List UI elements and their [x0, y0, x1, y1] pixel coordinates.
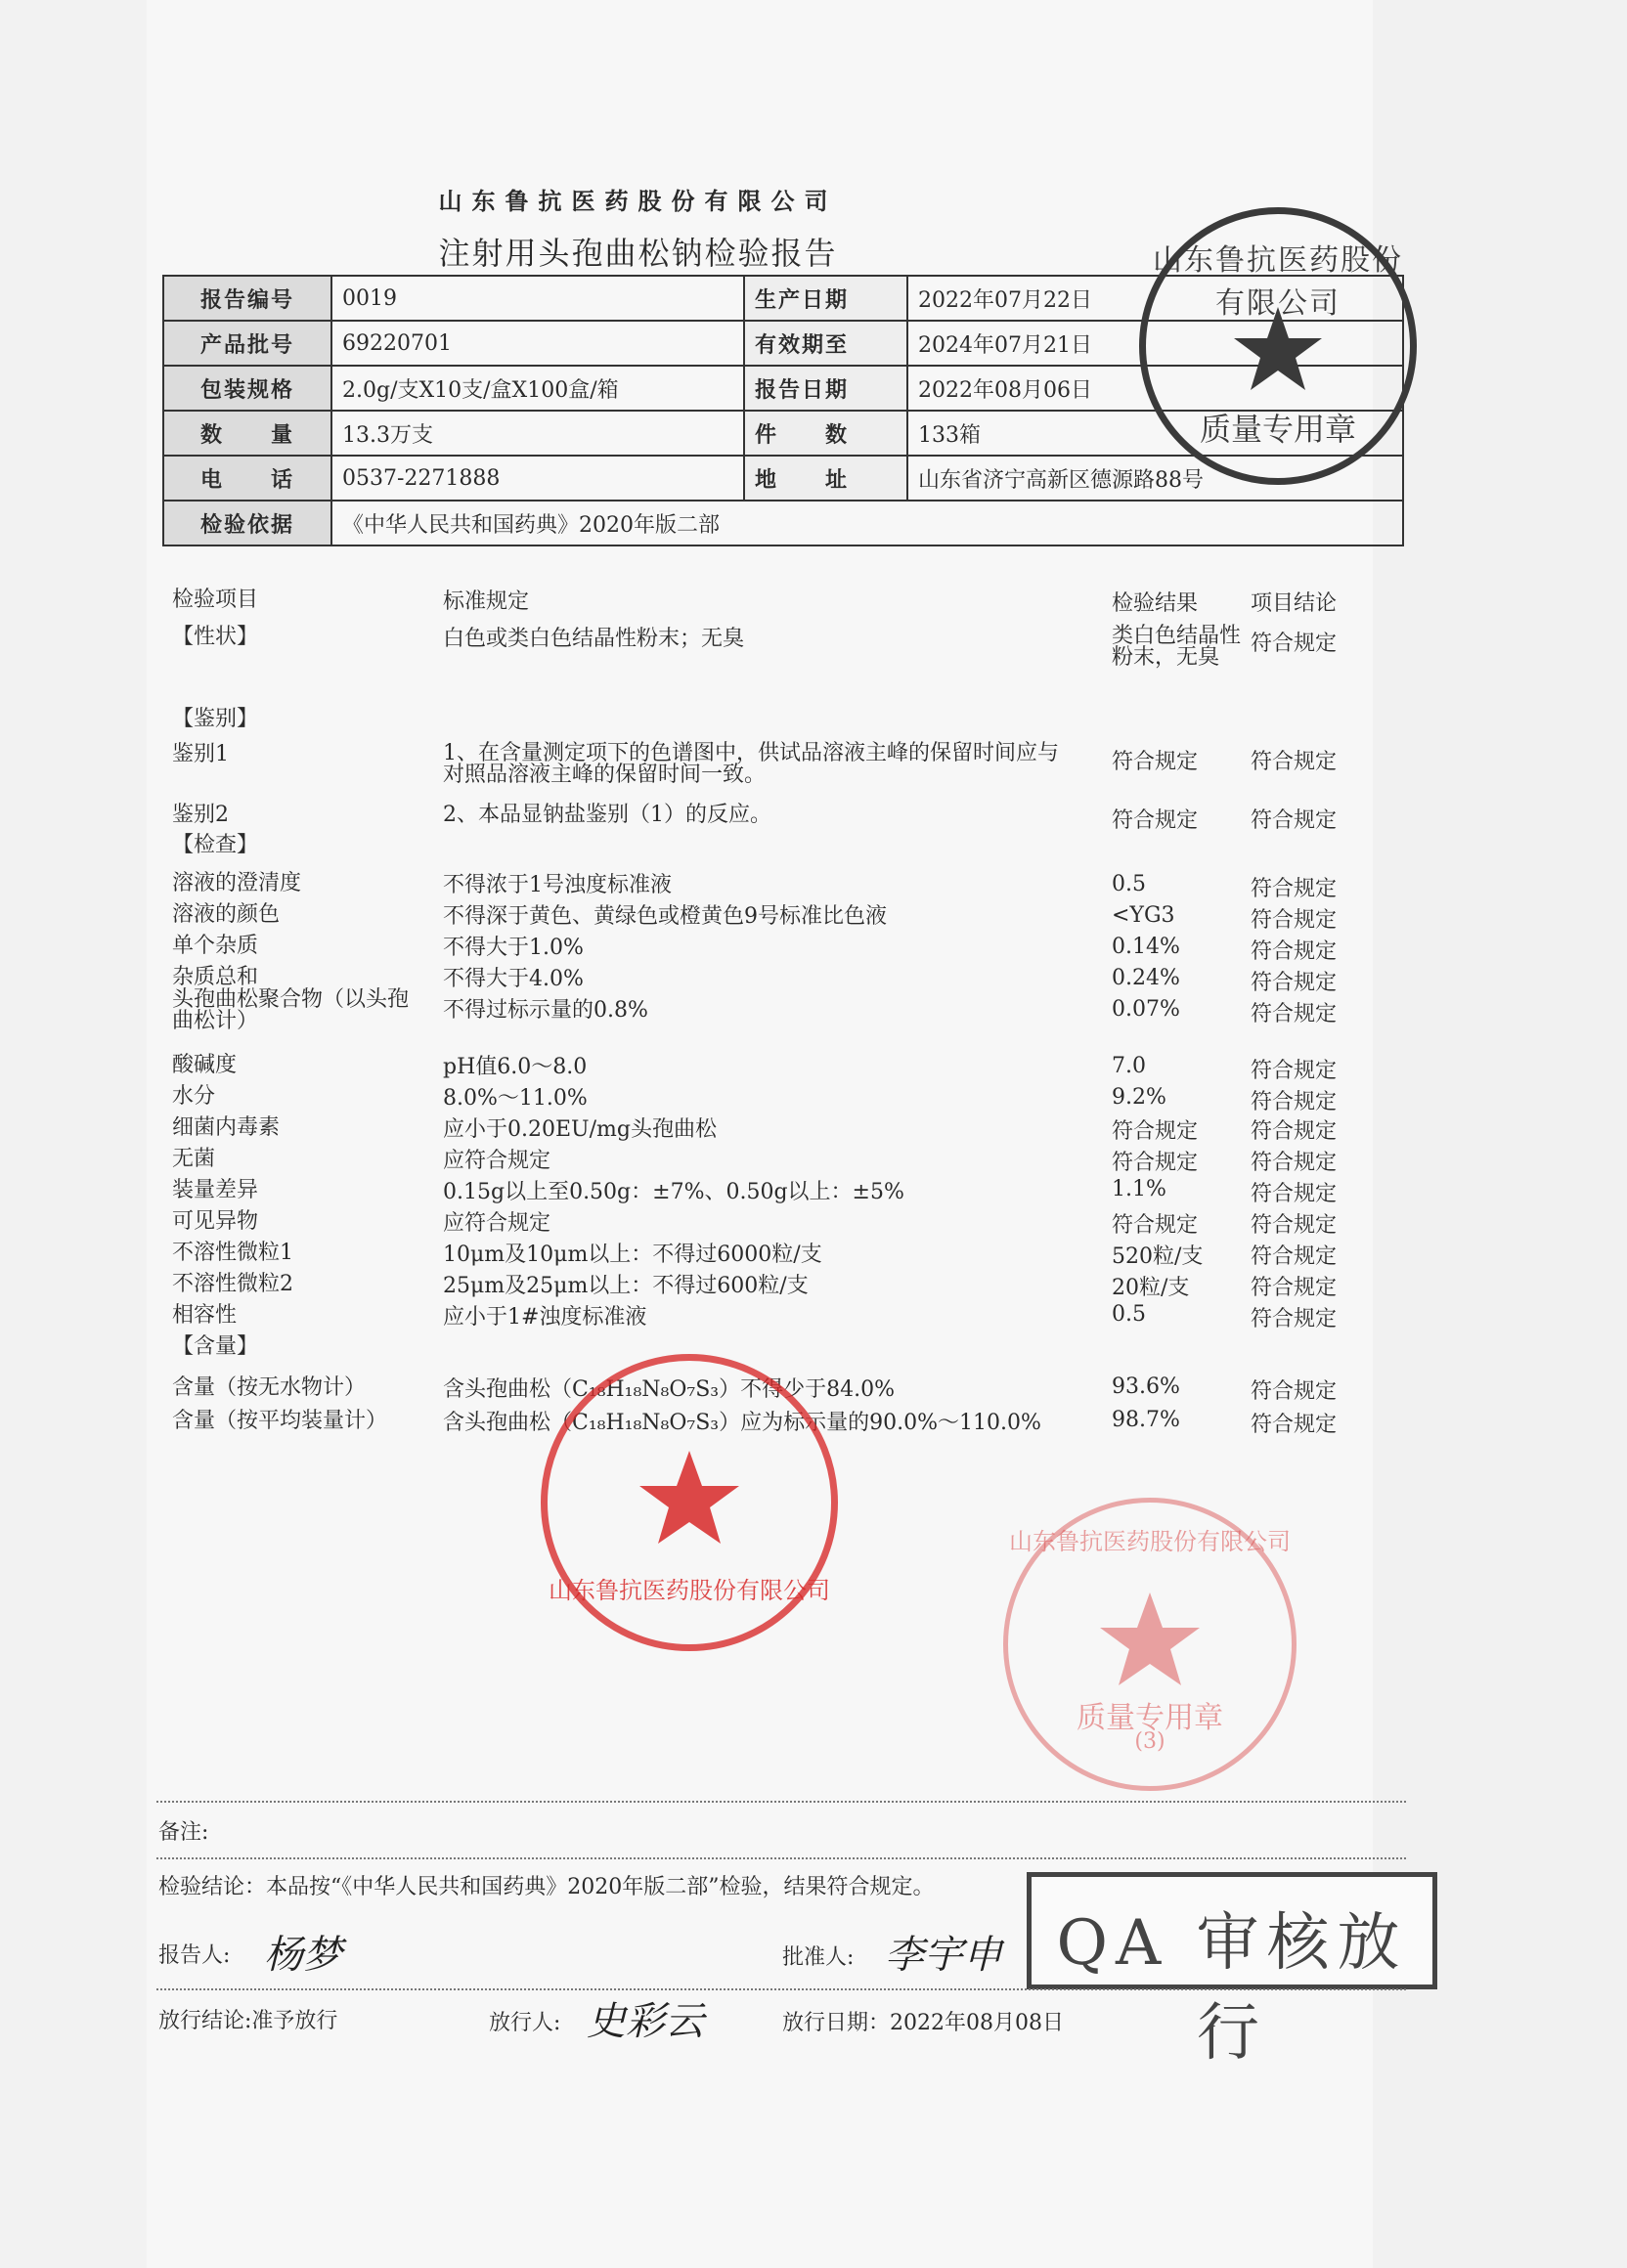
report-no-label: 报告编号	[163, 276, 331, 321]
particles2-conclusion: 符合规定	[1251, 1276, 1338, 1300]
id1-result: 符合规定	[1112, 750, 1199, 774]
remarks-label: 备注:	[158, 1820, 209, 1845]
clarity-standard: 不得浓于1号浊度标准液	[443, 873, 672, 897]
approver-label: 批准人:	[782, 1945, 855, 1970]
endotoxin-conclusion: 符合规定	[1251, 1119, 1338, 1144]
seal-ring-text: 山东鲁抗医药股份有限公司	[1153, 243, 1403, 321]
report-date-value: 2022年08月06日	[907, 366, 1403, 411]
pieces-label: 件 数	[744, 411, 907, 456]
visible-particles-item: 可见异物	[172, 1209, 259, 1234]
endotoxin-standard: 应小于0.20EU/mg头孢曲松	[443, 1117, 717, 1142]
inspection-conclusion: 检验结论：本品按“《中华人民共和国药典》2020年版二部”检验，结果符合规定。	[158, 1875, 935, 1899]
clarity-conclusion: 符合规定	[1251, 877, 1338, 901]
assay-avgfill-item: 含量（按平均装量计）	[172, 1409, 388, 1433]
quality-seal-red	[1003, 1498, 1297, 1791]
id2-conclusion: 符合规定	[1251, 808, 1338, 833]
info-row	[163, 501, 1403, 545]
expiry-label: 有效期至	[744, 321, 907, 366]
batch-label: 产品批号	[163, 321, 331, 366]
address-value: 山东省济宁高新区德源路88号	[907, 456, 1403, 501]
polymer-conclusion: 符合规定	[1251, 1002, 1338, 1026]
id2-item: 鉴别2	[172, 803, 229, 827]
batch-value: 69220701	[331, 321, 744, 366]
fill-variation-standard: 0.15g以上至0.50g：±7%、0.50g以上：±5%	[443, 1180, 904, 1204]
fill-variation-result: 1.1%	[1112, 1177, 1166, 1201]
col-header-conclusion: 项目结论	[1251, 591, 1338, 616]
particles2-item: 不溶性微粒2	[172, 1272, 293, 1296]
particles1-standard: 10μm及10μm以上：不得过6000粒/支	[443, 1243, 822, 1267]
visible-particles-result: 符合规定	[1112, 1213, 1199, 1238]
mfg-date-label: 生产日期	[744, 276, 907, 321]
color-result: <YG3	[1112, 903, 1175, 928]
basis-value: 《中华人民共和国药典》2020年版二部	[331, 501, 1403, 545]
total-impurity-conclusion: 符合规定	[1251, 971, 1338, 995]
id1-standard: 1、在含量测定项下的色谱图中，供试品溶液主峰的保留时间应与对照品溶液主峰的保留时间一致。	[443, 741, 1059, 787]
ph-result: 7.0	[1112, 1054, 1146, 1078]
fill-variation-conclusion: 符合规定	[1251, 1182, 1338, 1206]
col-header-standard: 标准规定	[443, 589, 530, 614]
seal-center-text: 质量专用章	[1077, 1701, 1223, 1735]
sterility-result: 符合规定	[1112, 1151, 1199, 1175]
particles2-standard: 25μm及25μm以上：不得过600粒/支	[443, 1274, 809, 1298]
col-header-item: 检验项目	[172, 588, 259, 612]
seal-center-text: 质量专用章	[1199, 411, 1356, 448]
sterility-conclusion: 符合规定	[1251, 1151, 1338, 1175]
endotoxin-result: 符合规定	[1112, 1119, 1199, 1144]
endotoxin-item: 细菌内毒素	[172, 1115, 281, 1140]
report-title: 注射用头孢曲松钠检验报告	[438, 235, 838, 272]
assay-anhydrous-result: 93.6%	[1112, 1374, 1180, 1399]
section-appearance: 【性状】	[172, 625, 259, 649]
polymer-item: 头孢曲松聚合物（以头孢曲松计）	[172, 987, 410, 1033]
appearance-conclusion: 符合规定	[1251, 632, 1338, 656]
expiry-value: 2024年07月21日	[907, 321, 1403, 366]
water-result: 9.2%	[1112, 1085, 1166, 1110]
company-seal-red	[541, 1354, 838, 1651]
company-name: 山东鲁抗医药股份有限公司	[438, 187, 838, 215]
pack-value: 2.0g/支X10支/盒X100盒/箱	[331, 366, 744, 411]
releaser-label: 放行人:	[489, 2011, 561, 2035]
scan-margin-left	[0, 0, 147, 2268]
particles1-conclusion: 符合规定	[1251, 1244, 1338, 1269]
sterility-standard: 应符合规定	[443, 1149, 551, 1173]
water-item: 水分	[172, 1084, 216, 1109]
phone-value: 0537-2271888	[331, 456, 744, 501]
total-impurity-item: 杂质总和	[172, 965, 259, 989]
visible-particles-conclusion: 符合规定	[1251, 1213, 1338, 1238]
polymer-standard: 不得过标示量的0.8%	[443, 998, 648, 1023]
col-header-result: 检验结果	[1112, 591, 1199, 616]
ph-item: 酸碱度	[172, 1053, 238, 1077]
color-item: 溶液的颜色	[172, 902, 281, 927]
particles2-result: 20粒/支	[1112, 1276, 1190, 1300]
section-assay: 【含量】	[172, 1334, 259, 1359]
id1-conclusion: 符合规定	[1251, 750, 1338, 774]
address-label: 地 址	[744, 456, 907, 501]
clarity-item: 溶液的澄清度	[172, 871, 302, 895]
visible-particles-standard: 应符合规定	[443, 1211, 551, 1236]
single-impurity-standard: 不得大于1.0%	[443, 936, 584, 960]
report-date-label: 报告日期	[744, 366, 907, 411]
assay-avgfill-conclusion: 符合规定	[1251, 1413, 1338, 1437]
seal-ring-text: 山东鲁抗医药股份有限公司	[549, 1577, 830, 1604]
appearance-result: 类白色结晶性粉末，无臭	[1112, 624, 1242, 670]
total-impurity-standard: 不得大于4.0%	[443, 967, 584, 991]
appearance-standard: 白色或类白色结晶性粉末；无臭	[443, 627, 745, 651]
qty-value: 13.3万支	[331, 411, 744, 456]
section-tests: 【检查】	[172, 833, 259, 857]
quality-seal-black	[1139, 207, 1417, 485]
seal-number-text: (3)	[1134, 1729, 1165, 1754]
divider	[156, 1988, 1406, 1990]
id2-result: 符合规定	[1112, 808, 1199, 833]
color-standard: 不得深于黄色、黄绿色或橙黄色9号标准比色液	[443, 904, 887, 929]
compatibility-item: 相容性	[172, 1303, 238, 1328]
compatibility-conclusion: 符合规定	[1251, 1307, 1338, 1331]
id1-item: 鉴别1	[172, 742, 229, 766]
id2-standard: 2、本品显钠盐鉴别（1）的反应。	[443, 803, 771, 827]
reporter-label: 报告人:	[158, 1943, 231, 1968]
basis-label: 检验依据	[163, 501, 331, 545]
single-impurity-item: 单个杂质	[172, 934, 259, 958]
pack-label: 包装规格	[163, 366, 331, 411]
section-identification: 【鉴别】	[172, 707, 259, 731]
assay-avgfill-result: 98.7%	[1112, 1408, 1180, 1432]
compatibility-result: 0.5	[1112, 1302, 1146, 1327]
single-impurity-conclusion: 符合规定	[1251, 939, 1338, 964]
qa-release-stamp	[1027, 1872, 1437, 2070]
seal-ring-text: 山东鲁抗医药股份有限公司	[1009, 1528, 1291, 1555]
fill-variation-item: 装量差异	[172, 1178, 259, 1202]
ph-conclusion: 符合规定	[1251, 1059, 1338, 1083]
total-impurity-result: 0.24%	[1112, 966, 1180, 990]
releaser-signature: 史彩云	[587, 1999, 704, 2044]
approver-signature: 李宇申	[885, 1933, 1002, 1978]
clarity-result: 0.5	[1112, 872, 1146, 896]
divider	[156, 1801, 1406, 1803]
particles1-result: 520粒/支	[1112, 1244, 1204, 1269]
sterility-item: 无菌	[172, 1147, 216, 1171]
water-standard: 8.0%～11.0%	[443, 1086, 588, 1111]
release-date: 放行日期：2022年08月08日	[782, 2011, 1064, 2035]
single-impurity-result: 0.14%	[1112, 935, 1180, 959]
color-conclusion: 符合规定	[1251, 908, 1338, 933]
qa-release-text: QA 审核放行	[1056, 1907, 1408, 2070]
reporter-signature: 杨梦	[264, 1933, 342, 1978]
particles1-item: 不溶性微粒1	[172, 1241, 293, 1265]
qty-label: 数 量	[163, 411, 331, 456]
ph-standard: pH值6.0～8.0	[443, 1055, 588, 1079]
assay-anhydrous-item: 含量（按无水物计）	[172, 1375, 367, 1400]
polymer-result: 0.07%	[1112, 997, 1180, 1022]
assay-anhydrous-standard: 含头孢曲松（C₁₈H₁₈N₈O₇S₃）不得少于84.0%	[443, 1377, 896, 1402]
mfg-date-value: 2022年07月22日	[907, 276, 1403, 321]
water-conclusion: 符合规定	[1251, 1090, 1338, 1114]
pieces-value: 133箱	[907, 411, 1403, 456]
release-conclusion: 放行结论:准予放行	[158, 2009, 338, 2033]
assay-avgfill-standard: 含头孢曲松（C₁₈H₁₈N₈O₇S₃）应为标示量的90.0%～110.0%	[443, 1411, 1041, 1435]
report-no-value: 0019	[331, 276, 744, 321]
phone-label: 电 话	[163, 456, 331, 501]
divider	[156, 1857, 1406, 1859]
assay-anhydrous-conclusion: 符合规定	[1251, 1379, 1338, 1404]
compatibility-standard: 应小于1#浊度标准液	[443, 1305, 647, 1330]
